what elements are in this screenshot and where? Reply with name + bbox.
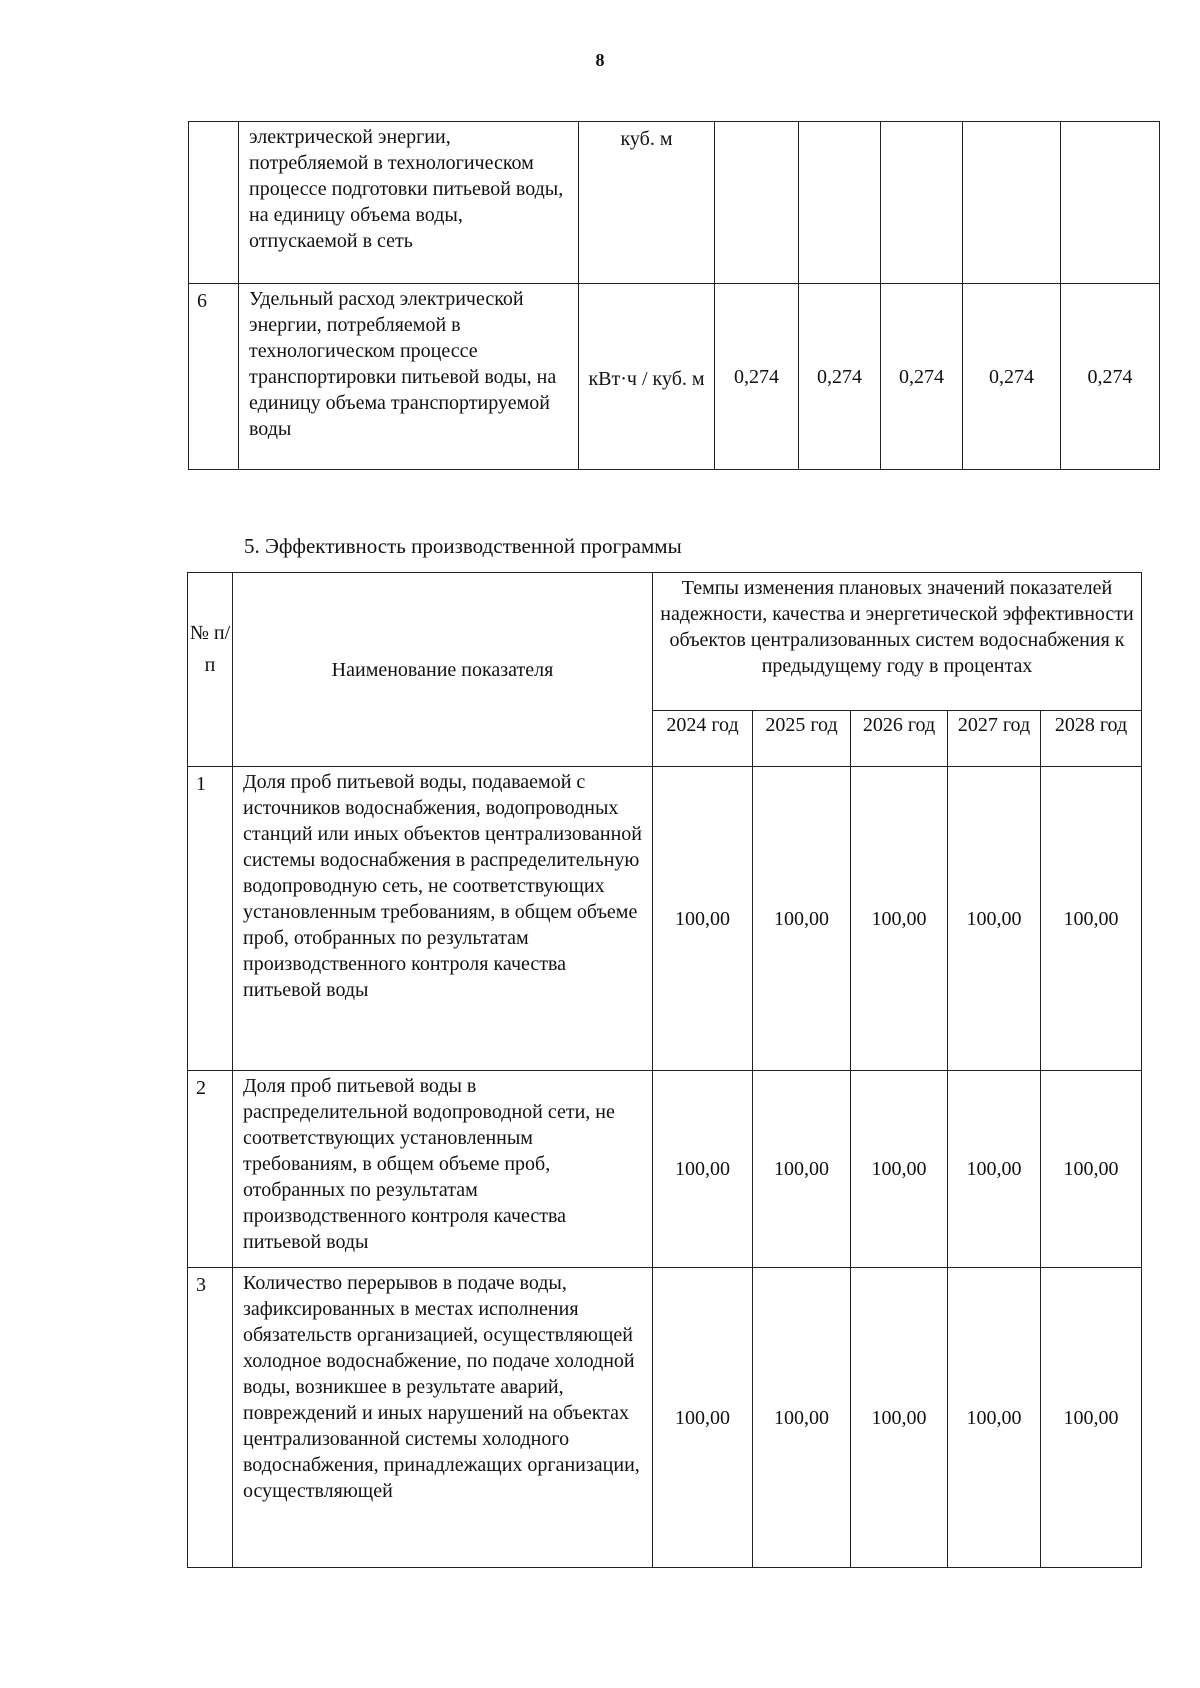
column-header-name: Наименование показателя	[233, 573, 653, 767]
row-number: 2	[188, 1071, 233, 1268]
table-header-row	[188, 573, 1142, 711]
value-cell: 100,00	[753, 1071, 851, 1268]
value-cell: 0,274	[1061, 284, 1160, 470]
table-row	[189, 284, 1160, 470]
value-cell: 100,00	[851, 1268, 948, 1568]
indicator-name: электрической энергии, потребляемой в технологическом процессе подготовки питьевой воды, на единицу объема воды, отпускаемой в сеть	[239, 122, 579, 284]
value-cell: 100,00	[851, 767, 948, 1071]
unit-cell: кВт·ч / куб. м	[579, 284, 715, 470]
value-cell: 100,00	[753, 767, 851, 1071]
page-number: 8	[595, 50, 605, 70]
value-cell: 100,00	[851, 1071, 948, 1268]
value-cell: 100,00	[653, 1071, 753, 1268]
row-number: 6	[189, 284, 239, 470]
table-row	[189, 122, 1160, 284]
indicator-name: Количество перерывов в подаче воды, зафиксированных в местах исполнения обязательств организацией, осуществляющей холодное водоснабжение, по подаче холодной воды, возникшее в результате аварий, повреждений и иных нарушений на объектах централизованной системы холодного водоснабжения, принадлежащих организации, осуществляющей	[233, 1268, 653, 1568]
indicator-name: Удельный расход электрической энергии, потребляемой в технологическом процессе транспортировки питьевой воды, на единицу объема транспортируемой воды	[239, 284, 579, 470]
indicator-name: Доля проб питьевой воды в распределительной водопроводной сети, не соответствующих установленным требованиям, в общем объеме проб, отобранных по результатам производственного контроля качества питьевой воды	[233, 1071, 653, 1268]
value-cell: 100,00	[948, 1071, 1041, 1268]
row-number	[189, 122, 239, 284]
value-cell: 0,274	[715, 284, 799, 470]
value-cell: 100,00	[948, 767, 1041, 1071]
value-cell	[881, 122, 963, 284]
efficiency-table	[187, 572, 1142, 1568]
value-cell: 100,00	[653, 1268, 753, 1568]
value-cell	[715, 122, 799, 284]
value-cell: 100,00	[653, 767, 753, 1071]
row-number: 3	[188, 1268, 233, 1568]
energy-consumption-table	[188, 121, 1160, 470]
unit-cell: куб. м	[579, 122, 715, 284]
year-header: 2026 год	[851, 711, 948, 767]
indicator-name: Доля проб питьевой воды, подаваемой с источников водоснабжения, водопроводных станций или иных объектов централизованной системы водоснабжения в распределительную водопроводную сеть, не соответствующих установленным требованиям, в общем объеме проб, отобранных по результатам производственного контроля качества питьевой воды	[233, 767, 653, 1071]
section-title: 5. Эффективность производственной программы	[244, 534, 682, 558]
value-cell: 0,274	[963, 284, 1061, 470]
year-header: 2027 год	[948, 711, 1041, 767]
value-cell: 100,00	[948, 1268, 1041, 1568]
table-row	[188, 767, 1142, 1071]
table-row	[188, 1071, 1142, 1268]
value-cell: 0,274	[799, 284, 881, 470]
column-header-group: Темпы изменения плановых значений показателей надежности, качества и энергетической эффективности объектов централизованных систем водоснабжения к предыдущему году в процентах	[653, 573, 1142, 711]
value-cell: 100,00	[1041, 1071, 1142, 1268]
value-cell: 100,00	[1041, 1268, 1142, 1568]
row-number: 1	[188, 767, 233, 1071]
value-cell	[799, 122, 881, 284]
column-header-number: № п/ п	[188, 573, 233, 767]
value-cell: 100,00	[753, 1268, 851, 1568]
table-row	[188, 1268, 1142, 1568]
year-header: 2024 год	[653, 711, 753, 767]
value-cell: 0,274	[881, 284, 963, 470]
year-header: 2025 год	[753, 711, 851, 767]
value-cell	[1061, 122, 1160, 284]
year-header: 2028 год	[1041, 711, 1142, 767]
value-cell	[963, 122, 1061, 284]
value-cell: 100,00	[1041, 767, 1142, 1071]
